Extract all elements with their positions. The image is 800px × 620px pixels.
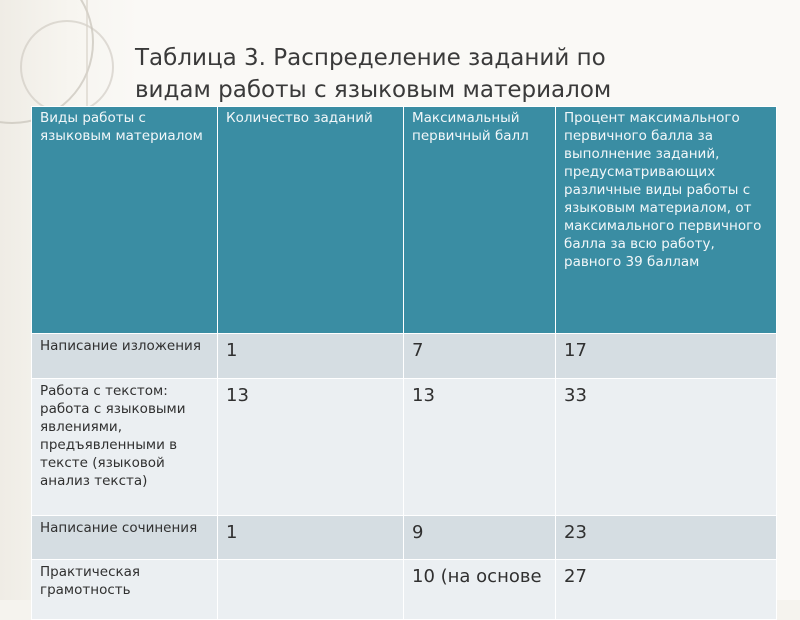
title-line-1: Таблица 3. Распределение заданий по: [135, 45, 606, 71]
header-work-type: Виды работы с языковым материалом: [32, 107, 218, 334]
table-row: [32, 516, 777, 560]
cell-task-count: 13: [218, 379, 404, 516]
cell-max-score: 10 (на основе: [404, 560, 556, 620]
cell-percent: 17: [556, 334, 777, 379]
header-max-score: Максимальный первичный балл: [404, 107, 556, 334]
table-header-row: [32, 107, 777, 334]
decorative-circle-small: [20, 20, 114, 114]
distribution-table: [31, 106, 777, 620]
cell-max-score: 7: [404, 334, 556, 379]
table-row: [32, 560, 777, 620]
cell-work-type: Написание изложения: [32, 334, 218, 379]
cell-work-type: Практическая грамотность: [32, 560, 218, 620]
cell-work-type: Написание сочинения: [32, 516, 218, 560]
table-row: [32, 334, 777, 379]
cell-percent: 23: [556, 516, 777, 560]
cell-task-count: 1: [218, 334, 404, 379]
header-percent: Процент максимального первичного балла за выполнение заданий, предусматривающих различные виды работы с языковым материалом, от максимального первичного балла за всю работу, равного 39 баллам: [556, 107, 777, 334]
cell-max-score: 13: [404, 379, 556, 516]
cell-task-count: [218, 560, 404, 620]
cell-percent: 27: [556, 560, 777, 620]
cell-percent: 33: [556, 379, 777, 516]
cell-task-count: 1: [218, 516, 404, 560]
table-row: [32, 379, 777, 516]
cell-max-score: 9: [404, 516, 556, 560]
header-task-count: Количество заданий: [218, 107, 404, 334]
slide-title: [135, 42, 785, 106]
cell-work-type: Работа с текстом: работа с языковыми явлениями, предъявленными в тексте (языковой анализ текста): [32, 379, 218, 516]
title-line-2: видам работы с языковым материалом: [135, 77, 612, 103]
